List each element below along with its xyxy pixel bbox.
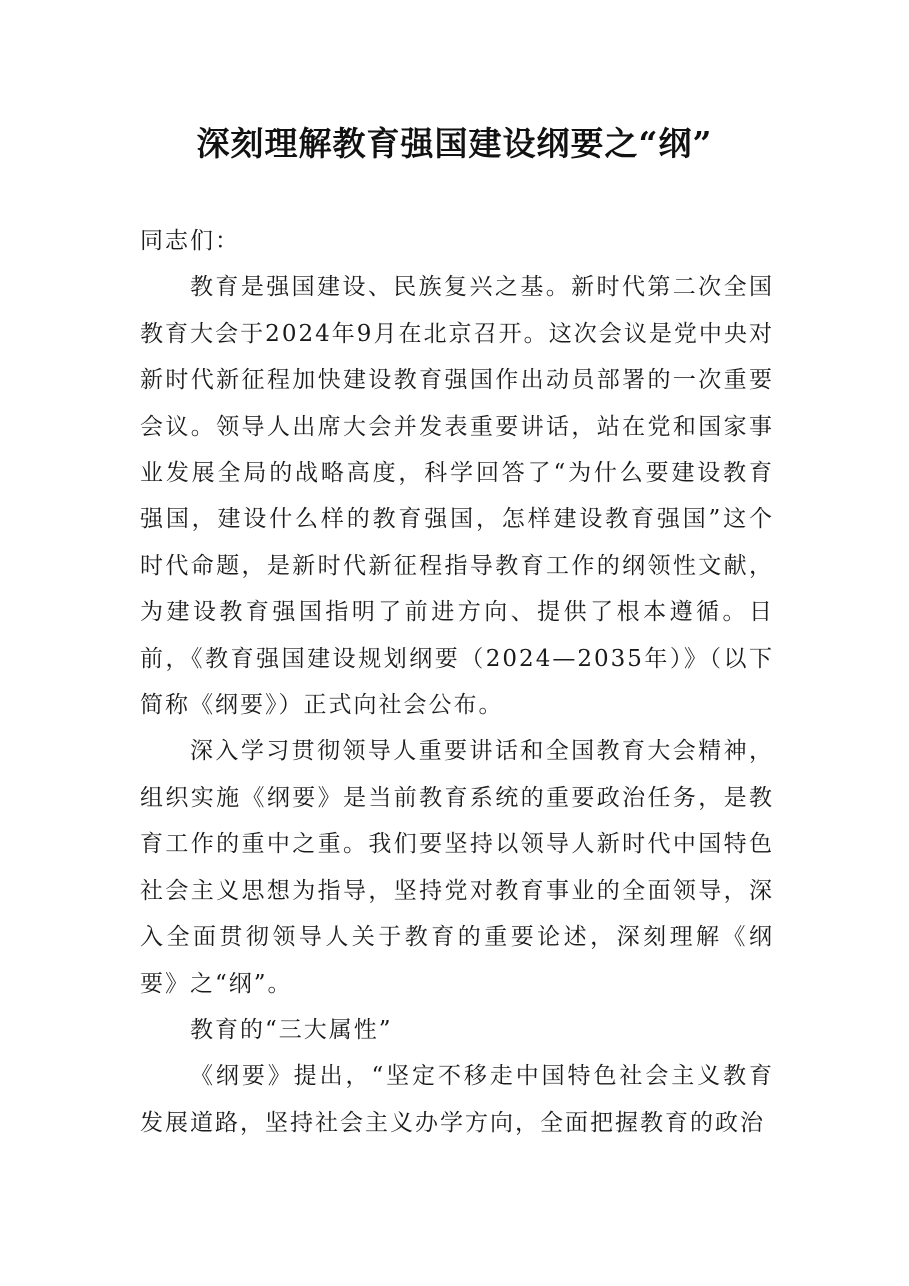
document-body xyxy=(140,218,774,1146)
paragraph: 教育是强国建设、民族复兴之基。新时代第二次全国教育大会于2024年9月在北京召开。这次会议是党中央对新时代新征程加快建设教育强国作出动员部署的一次重要会议。领导人出席大会并发表重要讲话，站在党和国家事业发展全局的战略高度，科学回答了“为什么要建设教育强国，建设什么样的教育强国，怎样建设教育强国”这个时代命题，是新时代新征程指导教育工作的纲领性文献，为建设教育强国指明了前进方向、提供了根本遵循。日前，《教育强国建设规划纲要（2024—2035年）》（以下简称《纲要》）正式向社会公布。 xyxy=(140,274,774,719)
section-heading: 教育的“三大属性” xyxy=(190,1016,393,1043)
document-title: 深刻理解教育强国建设纲要之“纲” xyxy=(196,124,713,163)
salutation: 同志们： xyxy=(140,228,240,254)
paragraph: 深入学习贯彻领导人重要讲话和全国教育大会精神，组织实施《纲要》是当前教育系统的重要政治任务，是教育工作的重中之重。我们要坚持以领导人新时代中国特色社会主义思想为指导，坚持党对教育事业的全面领导，深入全面贯彻领导人关于教育的重要论述，深刻理解《纲要》之“纲”。 xyxy=(140,738,774,997)
paragraph: 《纲要》提出，“坚定不移走中国特色社会主义教育发展道路，坚持社会主义办学方向，全面把握教育的政治 xyxy=(140,1063,774,1136)
